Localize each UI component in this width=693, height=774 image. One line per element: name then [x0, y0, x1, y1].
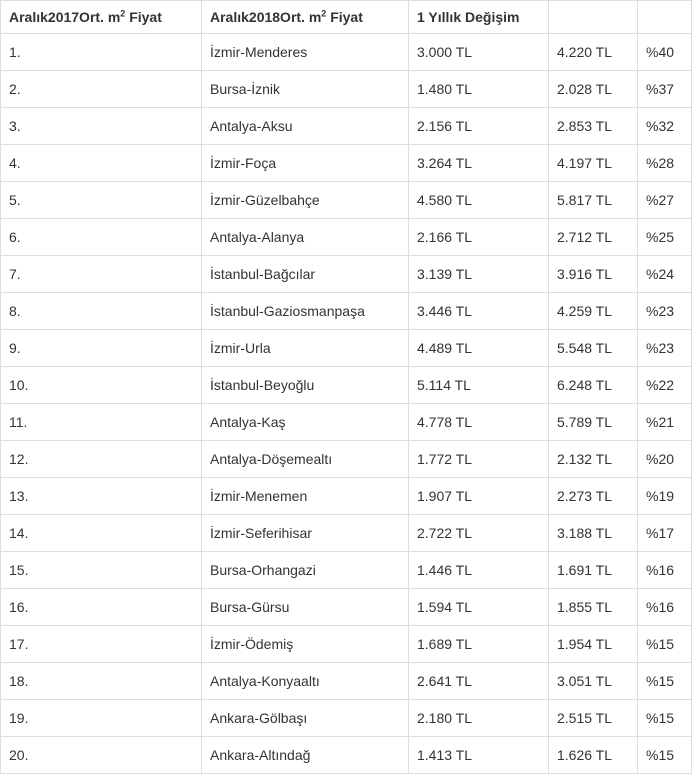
price-2018-cell: 6.248 TL: [549, 367, 638, 404]
table-row: [1, 293, 692, 330]
price-2017-cell: 4.489 TL: [409, 330, 549, 367]
change-percent-cell: %19: [638, 478, 692, 515]
change-percent-cell: %20: [638, 441, 692, 478]
location-cell: İzmir-Menderes: [202, 34, 409, 71]
header-text: 1 Yıllık Değişim: [417, 9, 520, 25]
header-text: Aralık2018Ort. m: [210, 9, 322, 25]
price-2017-cell: 4.580 TL: [409, 182, 549, 219]
location-cell: İzmir-Urla: [202, 330, 409, 367]
change-percent-cell: %37: [638, 71, 692, 108]
header-superscript: 2: [120, 8, 126, 19]
location-cell: Antalya-Aksu: [202, 108, 409, 145]
rank-cell: 2.: [1, 71, 202, 108]
location-cell: Antalya-Kaş: [202, 404, 409, 441]
price-2017-cell: 3.000 TL: [409, 34, 549, 71]
table-row: [1, 589, 692, 626]
change-percent-cell: %23: [638, 330, 692, 367]
price-2018-cell: 2.712 TL: [549, 219, 638, 256]
price-2018-cell: 2.273 TL: [549, 478, 638, 515]
change-percent-cell: %32: [638, 108, 692, 145]
change-percent-cell: %15: [638, 700, 692, 737]
change-percent-cell: %16: [638, 552, 692, 589]
header-yearly-change: [409, 1, 549, 34]
rank-cell: 14.: [1, 515, 202, 552]
table-row: [1, 626, 692, 663]
rank-cell: 18.: [1, 663, 202, 700]
price-2018-cell: 5.548 TL: [549, 330, 638, 367]
price-2017-cell: 2.722 TL: [409, 515, 549, 552]
change-percent-cell: %28: [638, 145, 692, 182]
price-2017-cell: 3.139 TL: [409, 256, 549, 293]
location-cell: Antalya-Döşemealtı: [202, 441, 409, 478]
price-2018-cell: 4.220 TL: [549, 34, 638, 71]
rank-cell: 12.: [1, 441, 202, 478]
price-2017-cell: 1.446 TL: [409, 552, 549, 589]
header-2018-price: [202, 1, 409, 34]
location-cell: İzmir-Güzelbahçe: [202, 182, 409, 219]
price-2018-cell: 3.916 TL: [549, 256, 638, 293]
price-2018-cell: 1.691 TL: [549, 552, 638, 589]
price-2017-cell: 2.641 TL: [409, 663, 549, 700]
rank-cell: 4.: [1, 145, 202, 182]
rank-cell: 20.: [1, 737, 202, 774]
rank-cell: 13.: [1, 478, 202, 515]
rank-cell: 10.: [1, 367, 202, 404]
change-percent-cell: %23: [638, 293, 692, 330]
rank-cell: 5.: [1, 182, 202, 219]
table-row: [1, 108, 692, 145]
price-2017-cell: 1.413 TL: [409, 737, 549, 774]
price-2017-cell: 5.114 TL: [409, 367, 549, 404]
location-cell: İzmir-Seferihisar: [202, 515, 409, 552]
table-header: [1, 1, 692, 34]
location-cell: Bursa-Gürsu: [202, 589, 409, 626]
table-row: [1, 737, 692, 774]
price-2018-cell: 1.954 TL: [549, 626, 638, 663]
rank-cell: 9.: [1, 330, 202, 367]
change-percent-cell: %16: [638, 589, 692, 626]
location-cell: Antalya-Konyaaltı: [202, 663, 409, 700]
price-2018-cell: 3.188 TL: [549, 515, 638, 552]
location-cell: Bursa-İznik: [202, 71, 409, 108]
table-row: [1, 219, 692, 256]
price-2018-cell: 2.853 TL: [549, 108, 638, 145]
rank-cell: 11.: [1, 404, 202, 441]
header-empty-2: [638, 1, 692, 34]
table-row: [1, 663, 692, 700]
price-2017-cell: 1.772 TL: [409, 441, 549, 478]
price-2017-cell: 1.594 TL: [409, 589, 549, 626]
header-text: Fiyat: [326, 9, 363, 25]
price-2018-cell: 1.855 TL: [549, 589, 638, 626]
change-percent-cell: %24: [638, 256, 692, 293]
location-cell: İzmir-Foça: [202, 145, 409, 182]
header-empty-1: [549, 1, 638, 34]
change-percent-cell: %15: [638, 663, 692, 700]
rank-cell: 15.: [1, 552, 202, 589]
rank-cell: 7.: [1, 256, 202, 293]
price-2017-cell: 4.778 TL: [409, 404, 549, 441]
change-percent-cell: %15: [638, 626, 692, 663]
location-cell: İzmir-Menemen: [202, 478, 409, 515]
location-cell: İstanbul-Gaziosmanpaşa: [202, 293, 409, 330]
rank-cell: 8.: [1, 293, 202, 330]
header-2017-price: [1, 1, 202, 34]
price-2018-cell: 4.197 TL: [549, 145, 638, 182]
location-cell: Ankara-Altındağ: [202, 737, 409, 774]
location-cell: İstanbul-Bağcılar: [202, 256, 409, 293]
location-cell: İstanbul-Beyoğlu: [202, 367, 409, 404]
table-row: [1, 515, 692, 552]
change-percent-cell: %25: [638, 219, 692, 256]
table-body: [1, 34, 692, 774]
price-2018-cell: 2.028 TL: [549, 71, 638, 108]
price-2017-cell: 2.180 TL: [409, 700, 549, 737]
price-2018-cell: 4.259 TL: [549, 293, 638, 330]
change-percent-cell: %15: [638, 737, 692, 774]
price-2018-cell: 1.626 TL: [549, 737, 638, 774]
change-percent-cell: %17: [638, 515, 692, 552]
table-row: [1, 478, 692, 515]
price-2017-cell: 3.264 TL: [409, 145, 549, 182]
header-row: [1, 1, 692, 34]
table-row: [1, 71, 692, 108]
rank-cell: 3.: [1, 108, 202, 145]
change-percent-cell: %21: [638, 404, 692, 441]
price-2018-cell: 5.789 TL: [549, 404, 638, 441]
location-cell: Antalya-Alanya: [202, 219, 409, 256]
price-2017-cell: 3.446 TL: [409, 293, 549, 330]
table-row: [1, 145, 692, 182]
price-2018-cell: 5.817 TL: [549, 182, 638, 219]
rank-cell: 1.: [1, 34, 202, 71]
price-2017-cell: 2.156 TL: [409, 108, 549, 145]
location-cell: Ankara-Gölbaşı: [202, 700, 409, 737]
rank-cell: 17.: [1, 626, 202, 663]
header-text: Aralık2017Ort. m: [9, 9, 121, 25]
price-2018-cell: 2.132 TL: [549, 441, 638, 478]
rank-cell: 16.: [1, 589, 202, 626]
table-row: [1, 404, 692, 441]
table-row: [1, 700, 692, 737]
change-percent-cell: %22: [638, 367, 692, 404]
price-2017-cell: 1.689 TL: [409, 626, 549, 663]
location-cell: İzmir-Ödemiş: [202, 626, 409, 663]
change-percent-cell: %27: [638, 182, 692, 219]
change-percent-cell: %40: [638, 34, 692, 71]
rank-cell: 19.: [1, 700, 202, 737]
table-row: [1, 441, 692, 478]
price-2017-cell: 2.166 TL: [409, 219, 549, 256]
price-2018-cell: 2.515 TL: [549, 700, 638, 737]
rank-cell: 6.: [1, 219, 202, 256]
table-row: [1, 34, 692, 71]
price-2017-cell: 1.907 TL: [409, 478, 549, 515]
table-row: [1, 182, 692, 219]
location-cell: Bursa-Orhangazi: [202, 552, 409, 589]
table-row: [1, 256, 692, 293]
table-row: [1, 330, 692, 367]
table-row: [1, 552, 692, 589]
table-row: [1, 367, 692, 404]
price-2018-cell: 3.051 TL: [549, 663, 638, 700]
header-superscript: 2: [321, 8, 327, 19]
price-2017-cell: 1.480 TL: [409, 71, 549, 108]
header-text: Fiyat: [125, 9, 162, 25]
